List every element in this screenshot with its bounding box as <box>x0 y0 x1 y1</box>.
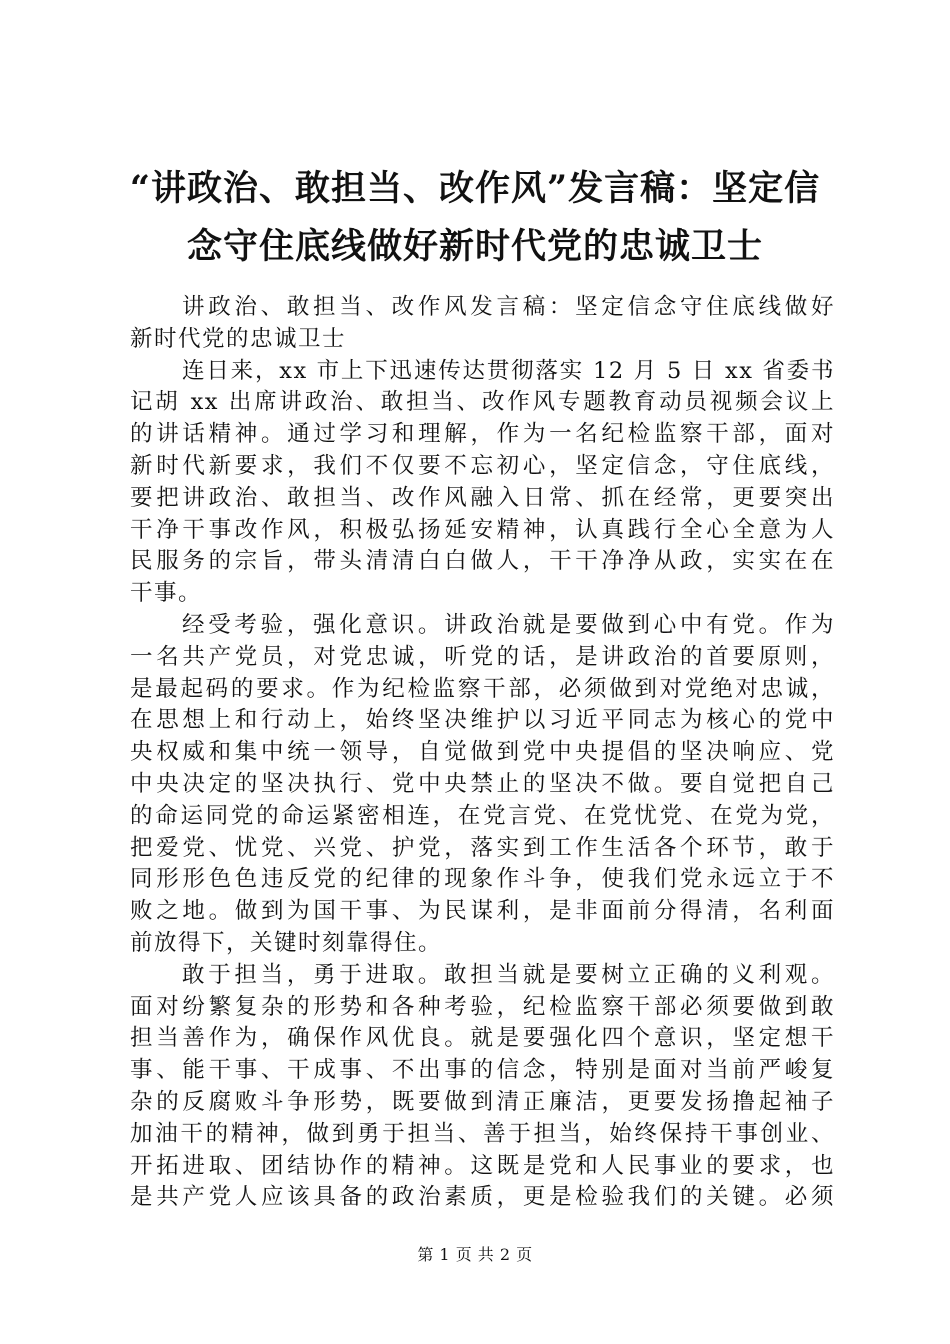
text-line: 面对纷繁复杂的形势和各种考验，纪检监察干部必须要做到敢 <box>130 993 835 1020</box>
text-line: 杂的反腐败斗争形势，既要做到清正廉洁，更要发扬撸起袖子 <box>130 1088 835 1115</box>
text-line: 前放得下，关键时刻靠得住。 <box>130 929 443 956</box>
text-line: 开拓进取、团结协作的精神。这既是党和人民事业的要求，也 <box>130 1152 835 1179</box>
text-line: 一名共产党员，对党忠诚，听党的话，是讲政治的首要原则， <box>130 643 835 670</box>
text-line: 加油干的精神，做到勇于担当、善于担当，始终保持干事创业、 <box>130 1120 835 1147</box>
text-line: 是最起码的要求。作为纪检监察干部，必须做到对党绝对忠诚， <box>130 675 835 702</box>
text-line: 记胡 xx 出席讲政治、敢担当、改作风专题教育动员视频会议上 <box>130 389 835 416</box>
title-line: 念守住底线做好新时代党的忠诚卫士 <box>186 226 763 267</box>
text-line: 民服务的宗旨，带头清清白白做人，干干净净从政，实实在在 <box>130 548 835 575</box>
paragraph <box>130 960 835 1214</box>
title-line: “讲政治、敢担当、改作风”发言稿：坚定信 <box>129 168 821 209</box>
text-line: 的讲话精神。通过学习和理解，作为一名纪检监察干部，面对 <box>130 421 835 448</box>
text-line: 中央决定的坚决执行、党中央禁止的坚决不做。要自觉把自己 <box>130 770 835 797</box>
paragraph <box>130 292 835 356</box>
text-line: 经受考验，强化意识。讲政治就是要做到心中有党。作为 <box>182 611 835 638</box>
document-body <box>130 292 835 1214</box>
text-line: 担当善作为，确保作风优良。就是要强化四个意识，坚定想干 <box>130 1025 835 1052</box>
paragraph <box>130 610 835 960</box>
document-title <box>100 160 850 276</box>
paragraph <box>130 356 835 610</box>
text-line: 干事。 <box>130 580 203 607</box>
text-line: 同形形色色违反党的纪律的现象作斗争，使我们党永远立于不 <box>130 866 835 893</box>
text-line: 新时代新要求，我们不仅要不忘初心，坚定信念，守住底线， <box>130 452 835 479</box>
text-line: 新时代党的忠诚卫士 <box>130 325 347 352</box>
text-line: 要把讲政治、敢担当、改作风融入日常、抓在经常，更要突出 <box>130 484 835 511</box>
text-line: 在思想上和行动上，始终坚决维护以习近平同志为核心的党中 <box>130 707 835 734</box>
text-line: 连日来，xx 市上下迅速传达贯彻落实 12 月 5 日 xx 省委书 <box>182 357 835 384</box>
page-footer: 第 1 页 共 2 页 <box>417 1245 533 1264</box>
text-line: 的命运同党的命运紧密相连，在党言党、在党忧党、在党为党， <box>130 802 835 829</box>
text-line: 是共产党人应该具备的政治素质，更是检验我们的关键。必须 <box>130 1184 835 1211</box>
text-line: 讲政治、敢担当、改作风发言稿：坚定信念守住底线做好 <box>182 294 835 320</box>
text-line: 央权威和集中统一领导，自觉做到党中央提倡的坚决响应、党 <box>130 739 835 766</box>
text-line: 事、能干事、干成事、不出事的信念，特别是面对当前严峻复 <box>130 1057 835 1084</box>
text-line: 败之地。做到为国干事、为民谋利，是非面前分得清，名利面 <box>130 898 835 925</box>
text-line: 干净干事改作风，积极弘扬延安精神，认真践行全心全意为人 <box>130 516 835 543</box>
text-line: 敢于担当，勇于进取。敢担当就是要树立正确的义利观。 <box>182 961 835 988</box>
text-line: 把爱党、忧党、兴党、护党，落实到工作生活各个环节，敢于 <box>130 834 835 861</box>
